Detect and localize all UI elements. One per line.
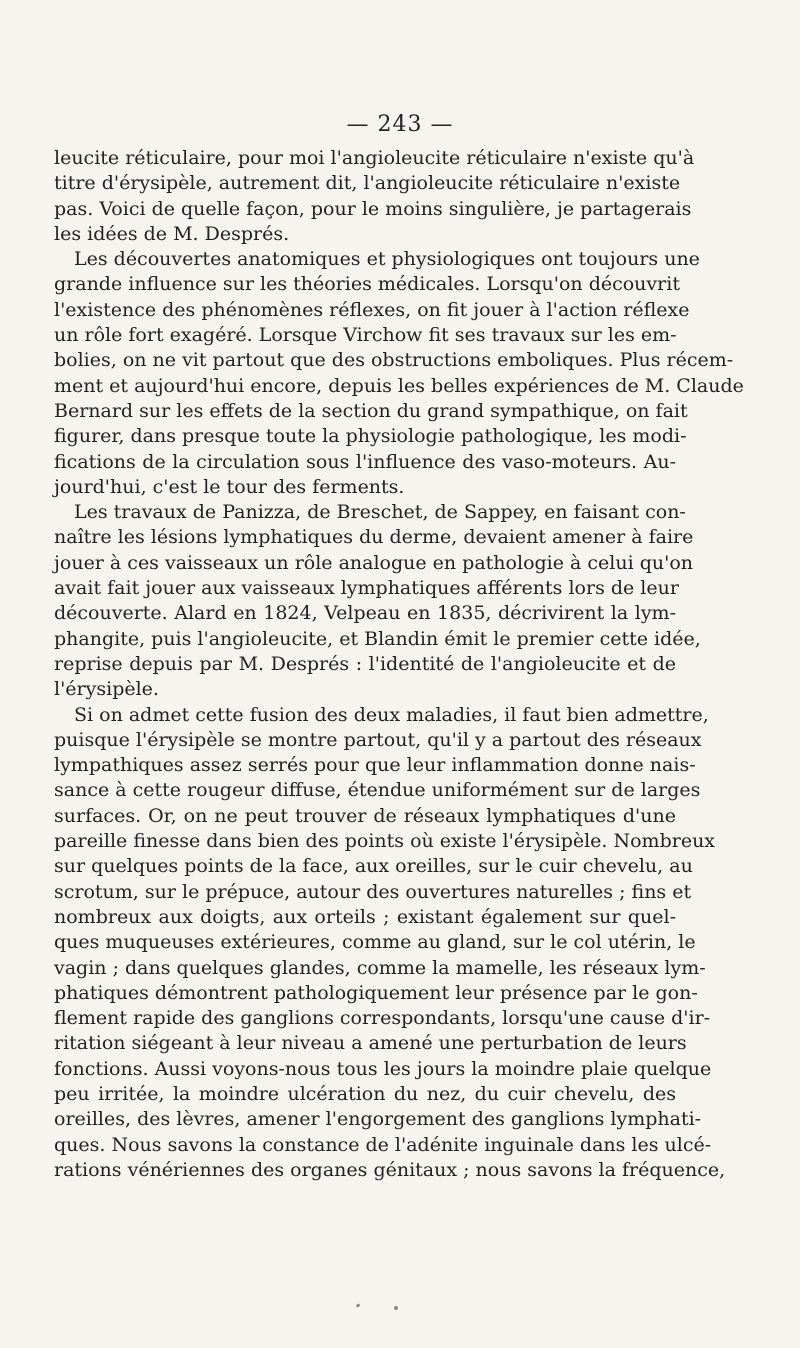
text-line: Les travaux de Panizza, de Breschet, de Sappey, en faisant con-: [74, 501, 686, 524]
text-line: leucite réticulaire, pour moi l'angioleucite réticulaire n'existe qu'à: [54, 147, 695, 169]
paragraph-3: [54, 500, 701, 702]
text-line: pas. Voici de quelle façon, pour le moins singulière, je partagerais: [54, 197, 692, 220]
text-line: rations vénériennes des organes génitaux ; nous savons la fréquence,: [54, 1158, 726, 1181]
text-line: fonctions. Aussi voyons-nous tous les jours la moindre plaie quelque: [54, 1057, 712, 1080]
text-line: un rôle fort exagéré. Lorsque Virchow fit ses travaux sur les em-: [54, 324, 677, 347]
text-line: sance à cette rougeur diffuse, étendue uniformément sur de larges: [54, 779, 701, 802]
text-line: phatiques démontrent pathologiquement leur présence par le gon-: [54, 981, 698, 1004]
text-line: scrotum, sur le prépuce, autour des ouvertures naturelles ; fins et: [54, 880, 692, 903]
text-line: ritation siégeant à leur niveau a amené une perturbation de leurs: [54, 1032, 687, 1055]
text-line: lympathiques assez serrés pour que leur inflammation donne nais-: [54, 754, 696, 777]
text-line: l'existence des phénomènes réflexes, on fit jouer à l'action réflexe: [54, 298, 690, 321]
text-line: ques. Nous savons la constance de l'adénite inguinale dans les ulcé-: [54, 1133, 712, 1156]
text-line: pareille finesse dans bien des points où existe l'érysipèle. Nombreux: [54, 830, 716, 853]
text-line: Si on admet cette fusion des deux maladies, il faut bien admettre,: [74, 703, 709, 726]
text-line: ques muqueuses extérieures, comme au gland, sur le col utérin, le: [54, 931, 696, 954]
page-number: — 243 —: [346, 112, 454, 137]
text-line: jourd'hui, c'est le tour des ferments.: [54, 475, 405, 498]
text-line: jouer à ces vaisseaux un rôle analogue en pathologie à celui qu'on: [54, 551, 694, 574]
text-line: titre d'érysipèle, autrement dit, l'angioleucite réticulaire n'existe: [54, 172, 681, 195]
text-line: les idées de M. Després.: [54, 222, 290, 245]
body-text: [54, 146, 744, 1183]
text-line: peu irritée, la moindre ulcération du nez, du cuir chevelu, des: [54, 1082, 676, 1105]
text-line: naître les lésions lymphatiques du derme, devaient amener à faire: [54, 526, 694, 549]
text-line: Les découvertes anatomiques et physiologiques ont toujours une: [74, 248, 700, 271]
ink-speck: [356, 1303, 361, 1308]
print-specks: [356, 1302, 406, 1314]
text-line: ment et aujourd'hui encore, depuis les belles expériences de M. Claude: [54, 374, 744, 397]
text-line: phangite, puis l'angioleucite, et Blandin émit le premier cette idée,: [54, 627, 701, 650]
ink-speck: [394, 1306, 398, 1310]
text-line: flement rapide des ganglions correspondants, lorsqu'une cause d'ir-: [54, 1007, 711, 1030]
paragraph-1: [54, 146, 695, 247]
text-line: surfaces. Or, on ne peut trouver de réseaux lymphatiques d'une: [54, 804, 676, 827]
text-line: nombreux aux doigts, aux orteils ; existant également sur quel-: [54, 905, 676, 928]
text-line: reprise depuis par M. Després : l'identité de l'angioleucite et de: [54, 652, 676, 675]
text-line: fications de la circulation sous l'influence des vaso-moteurs. Au-: [54, 450, 676, 473]
text-line: avait fait jouer aux vaisseaux lymphatiques afférents lors de leur: [54, 577, 679, 600]
text-line: figurer, dans presque toute la physiologie pathologique, les modi-: [54, 425, 687, 448]
text-line: Bernard sur les effets de la section du grand sympathique, on fait: [54, 399, 688, 422]
text-line: l'érysipèle.: [54, 678, 159, 701]
text-line: découverte. Alard en 1824, Velpeau en 1835, décrivirent la lym-: [54, 602, 676, 625]
text-line: oreilles, des lèvres, amener l'engorgement des ganglions lymphati-: [54, 1108, 702, 1131]
paragraph-2: [54, 247, 744, 500]
text-line: vagin ; dans quelques glandes, comme la mamelle, les réseaux lym-: [54, 956, 706, 979]
text-line: puisque l'érysipèle se montre partout, qu'il y a partout des réseaux: [54, 728, 702, 751]
paragraph-4: [54, 703, 726, 1184]
text-line: grande influence sur les théories médicales. Lorsqu'on découvrit: [54, 273, 680, 296]
text-line: bolies, on ne vit partout que des obstructions emboliques. Plus récem-: [54, 349, 734, 372]
text-line: sur quelques points de la face, aux oreilles, sur le cuir chevelu, au: [54, 855, 693, 878]
